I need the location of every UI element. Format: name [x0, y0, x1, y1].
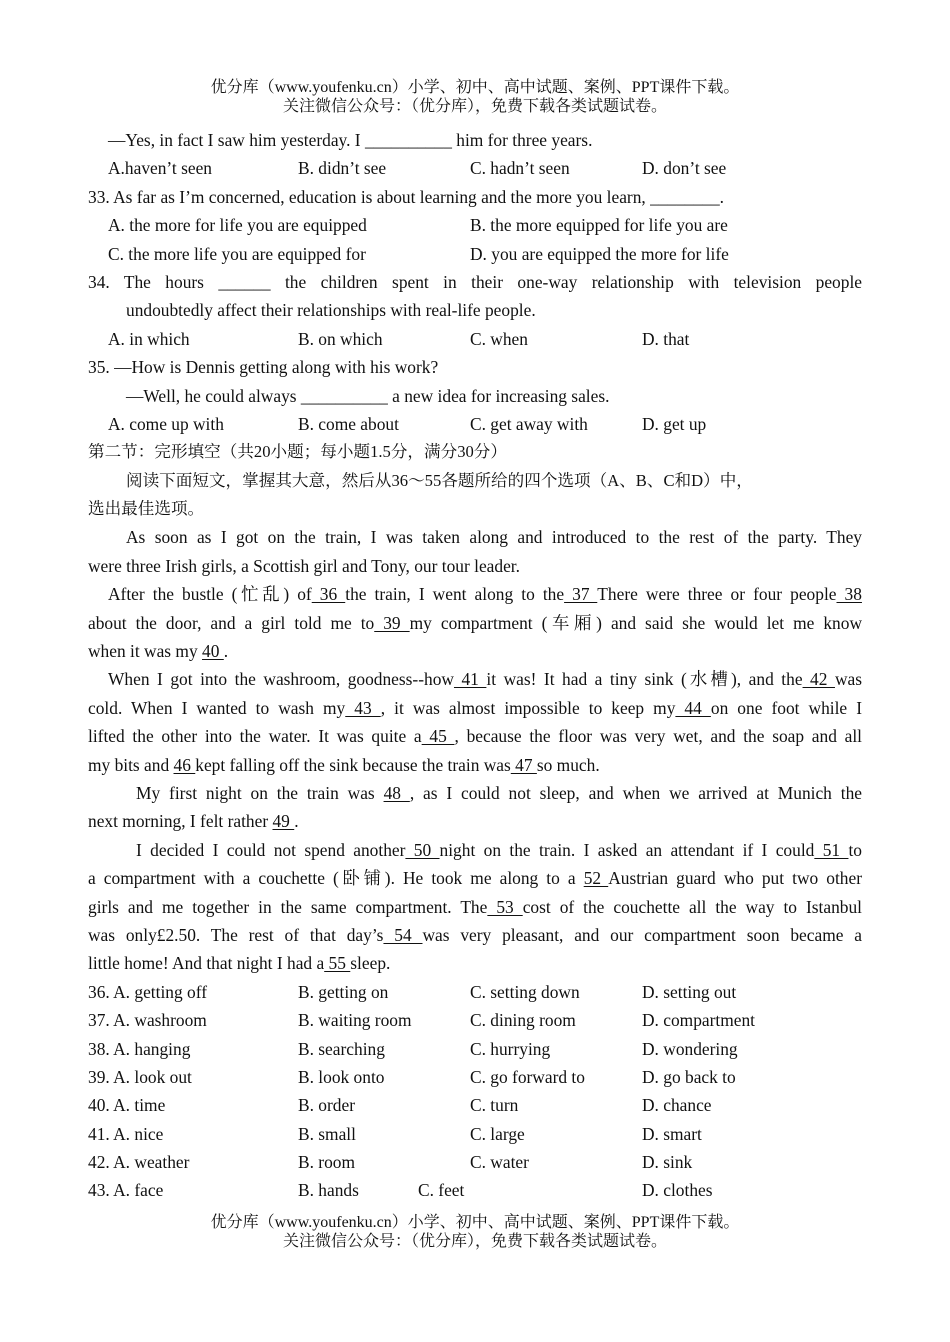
text-run: When I got into the washroom, goodness--how [108, 669, 454, 690]
text-run: . [294, 811, 299, 832]
blank-38: 38 [836, 584, 862, 605]
section-2-instructions-line-2 [88, 495, 862, 523]
text-run: was [834, 669, 863, 690]
text-run: sleep. [350, 953, 391, 974]
option-43-d: D. clothes [642, 1180, 713, 1201]
q34-stem-line-2-text: undoubtedly affect their relationships with real-life people. [126, 300, 536, 321]
passage-p2-line-3 [88, 637, 862, 665]
option-37-a: 37. A. washroom [88, 1010, 207, 1031]
option-40-a: 40. A. time [88, 1095, 166, 1116]
text-run: little home! And that night I had a [88, 953, 325, 974]
q34-option-a: A. in which [108, 328, 190, 349]
option-43-a: 43. A. face [88, 1180, 164, 1201]
q35-dialog [88, 382, 862, 410]
header-line-1: 优分库（www.youfenku.cn）小学、初中、高中试题、案例、PPT课件下载。 [210, 79, 740, 96]
q35-dialog-text: —Well, he could always __________ a new idea for increasing sales. [126, 385, 610, 406]
blank-36: 36 [311, 584, 346, 605]
text-run: was only£2.50. The rest of that day’s [88, 924, 384, 945]
option-41-c: C. large [470, 1123, 525, 1144]
cloze-options-43 [88, 1176, 862, 1204]
option-36-c: C. setting down [470, 981, 580, 1002]
passage-p2-line-1 [88, 580, 862, 608]
blank-47: 47 [510, 754, 537, 775]
text-run: , as I could not sleep, and when we arrived at Munich the [409, 782, 862, 803]
blank-54: 54 [383, 924, 423, 945]
text-run: a compartment with a couchette (卧铺). He took me along to a [88, 868, 576, 889]
blank-41: 41 [453, 669, 487, 690]
text-run: girls and me together in the same compartment. The [88, 896, 488, 917]
option-41-d: D. smart [642, 1123, 702, 1144]
q35-option-a: A. come up with [108, 413, 224, 434]
text-run: my bits and [88, 754, 170, 775]
option-37-b: B. waiting room [298, 1010, 412, 1031]
section-2-title-text: 第二节：完形填空（共20小题；每小题1.5分，满分30分） [88, 442, 507, 462]
text-run: my compartment (车厢) and said she would let me know [409, 612, 863, 633]
footer-line-2: 关注微信公众号：（优分库），免费下载各类试题试卷。 [282, 1233, 667, 1250]
q35-options [88, 410, 862, 438]
q32-dialog [88, 126, 862, 154]
text-run: I decided I could not spend another [136, 839, 406, 860]
q32-option-c: C. hadn’t seen [470, 158, 570, 179]
option-38-c: C. hurrying [470, 1038, 551, 1059]
text-run: it was! It had a tiny sink (水槽), and the [486, 669, 803, 690]
text-run: My first night on the train was [136, 782, 375, 803]
text-run: was very pleasant, and our compartment soon became a [422, 924, 862, 945]
text-run: , because the floor was very wet, and the soap and all [454, 726, 863, 747]
exam-content [88, 126, 862, 1205]
option-38-a: 38. A. hanging [88, 1038, 191, 1059]
q33-option-a: A. the more for life you are equipped [108, 215, 367, 236]
text-run: next morning, I felt rather [88, 811, 269, 832]
option-41-b: B. small [298, 1123, 356, 1144]
text-run: on one foot while I [710, 697, 862, 718]
blank-42: 42 [802, 669, 835, 690]
text-run: After the bustle (忙乱) of [108, 584, 312, 605]
q33-option-b: B. the more equipped for life you are [470, 215, 728, 236]
blank-51: 51 [814, 839, 849, 860]
passage-p1-line-1: As soon as I got on the train, I was taken along and introduced to the rest of the party. They [126, 527, 862, 548]
option-36-a: 36. A. getting off [88, 981, 207, 1002]
q33-option-d: D. you are equipped the more for life [470, 243, 729, 264]
q34-stem-line-2 [88, 296, 862, 324]
option-40-c: C. turn [470, 1095, 519, 1116]
q33-options-row1 [88, 211, 862, 239]
option-42-b: B. room [298, 1152, 356, 1173]
blank-53: 53 [487, 896, 523, 917]
option-38-b: B. searching [298, 1038, 385, 1059]
section-2-instructions-line-1-text: 阅读下面短文，掌握其大意，然后从36～55各题所给的四个选项（A、B、C和D）中， [126, 470, 753, 490]
q35-option-b: B. come about [298, 413, 399, 434]
q34-stem-line-1: 34. The hours ______ the children spent in their one-way relationship with television people [88, 271, 862, 292]
q35-option-d: D. get up [642, 413, 707, 434]
option-41-a: 41. A. nice [88, 1123, 164, 1144]
option-42-d: D. sink [642, 1152, 693, 1173]
passage-p4-line-1 [88, 779, 862, 807]
text-run: cost of the couchette all the way to Istanbul [522, 896, 863, 917]
q32-option-a: A.haven’t seen [108, 158, 212, 179]
section-2-title [88, 438, 862, 466]
blank-46: 46 [173, 754, 196, 775]
cloze-options-42 [88, 1148, 862, 1176]
blank-40: 40 [202, 641, 224, 662]
passage-p3-line-1 [88, 665, 862, 693]
cloze-options-37 [88, 1006, 862, 1034]
text-run: , it was almost impossible to keep my [380, 697, 676, 718]
option-43-c: C. feet [418, 1180, 465, 1201]
passage-p3-line-3 [88, 722, 862, 750]
option-39-d: D. go back to [642, 1066, 736, 1087]
q35-option-c: C. get away with [470, 413, 588, 434]
q32-options [88, 154, 862, 182]
q34-option-b: B. on which [298, 328, 383, 349]
passage-p2-line-2 [88, 609, 862, 637]
page-header [0, 78, 950, 116]
blank-45: 45 [421, 726, 455, 747]
option-39-c: C. go forward to [470, 1066, 585, 1087]
passage-p5-line-4 [88, 921, 862, 949]
option-43-b: B. hands [298, 1180, 359, 1201]
q34-option-d: D. that [642, 328, 690, 349]
q35-stem-text: 35. —How is Dennis getting along with his work? [88, 357, 439, 378]
cloze-options-41 [88, 1120, 862, 1148]
header-line-2: 关注微信公众号：（优分库），免费下载各类试题试卷。 [282, 98, 667, 115]
q32-dialog-text: —Yes, in fact I saw him yesterday. I __________ him for three years. [108, 130, 593, 150]
text-run: There were three or four people [597, 584, 837, 605]
option-42-a: 42. A. weather [88, 1152, 190, 1173]
text-run: the train, I went along to the [345, 584, 565, 605]
blank-44: 44 [675, 697, 711, 718]
q33-options-row2 [88, 240, 862, 268]
q32-option-b: B. didn’t see [298, 158, 387, 179]
q33-stem-text: 33. As far as I’m concerned, education is about learning and the more you learn, ________. [88, 186, 725, 207]
option-40-d: D. chance [642, 1095, 712, 1116]
footer-line-1: 优分库（www.youfenku.cn）小学、初中、高中试题、案例、PPT课件下载。 [210, 1214, 740, 1231]
blank-39: 39 [374, 612, 410, 633]
option-37-d: D. compartment [642, 1010, 756, 1031]
q34-options [88, 325, 862, 353]
blank-37: 37 [564, 584, 598, 605]
passage-p3-line-2 [88, 694, 862, 722]
page-footer [0, 1213, 950, 1251]
section-2-instructions-line-2-text: 选出最佳选项。 [88, 499, 205, 519]
text-run: kept falling off the sink because the train was [195, 754, 511, 775]
text-run: so much. [536, 754, 600, 775]
option-37-c: C. dining room [470, 1010, 576, 1031]
text-run: night on the train. I asked an attendant if I could [439, 839, 815, 860]
cloze-options-39 [88, 1063, 862, 1091]
blank-55: 55 [324, 953, 351, 974]
option-40-b: B. order [298, 1095, 355, 1116]
passage-p4-line-2 [88, 807, 862, 835]
q32-option-d: D. don’t see [642, 158, 727, 179]
text-run: cold. When I wanted to wash my [88, 697, 346, 718]
text-run: when it was my [88, 641, 198, 662]
cloze-options-36 [88, 978, 862, 1006]
passage-p5-line-1 [88, 836, 862, 864]
passage-p5-line-2 [88, 864, 862, 892]
section-2-instructions-line-1 [88, 467, 862, 495]
cloze-options-40 [88, 1091, 862, 1119]
text-run: to [848, 839, 862, 860]
text-run: Austrian guard who put two other [608, 868, 863, 889]
option-39-b: B. look onto [298, 1066, 385, 1087]
blank-52: 52 [583, 868, 609, 889]
option-42-c: C. water [470, 1152, 529, 1173]
blank-50: 50 [405, 839, 440, 860]
passage-p1-line-2: were three Irish girls, a Scottish girl and Tony, our tour leader. [88, 555, 520, 576]
option-38-d: D. wondering [642, 1038, 738, 1059]
text-run: lifted the other into the water. It was quite a [88, 726, 422, 747]
text-run: about the door, and a girl told me to [88, 612, 375, 633]
passage-p3-line-4 [88, 751, 862, 779]
option-39-a: 39. A. look out [88, 1066, 192, 1087]
q33-option-c: C. the more life you are equipped for [108, 243, 366, 264]
q33-stem [88, 183, 862, 211]
q34-option-c: C. when [470, 328, 528, 349]
text-run: . [223, 641, 229, 662]
option-36-d: D. setting out [642, 981, 737, 1002]
q35-stem [88, 353, 862, 381]
cloze-options-38 [88, 1035, 862, 1063]
blank-49: 49 [272, 811, 295, 832]
option-36-b: B. getting on [298, 981, 389, 1002]
blank-48: 48 [383, 782, 410, 803]
passage-p5-line-3 [88, 893, 862, 921]
blank-43: 43 [345, 697, 381, 718]
passage-p5-line-5 [88, 949, 862, 977]
